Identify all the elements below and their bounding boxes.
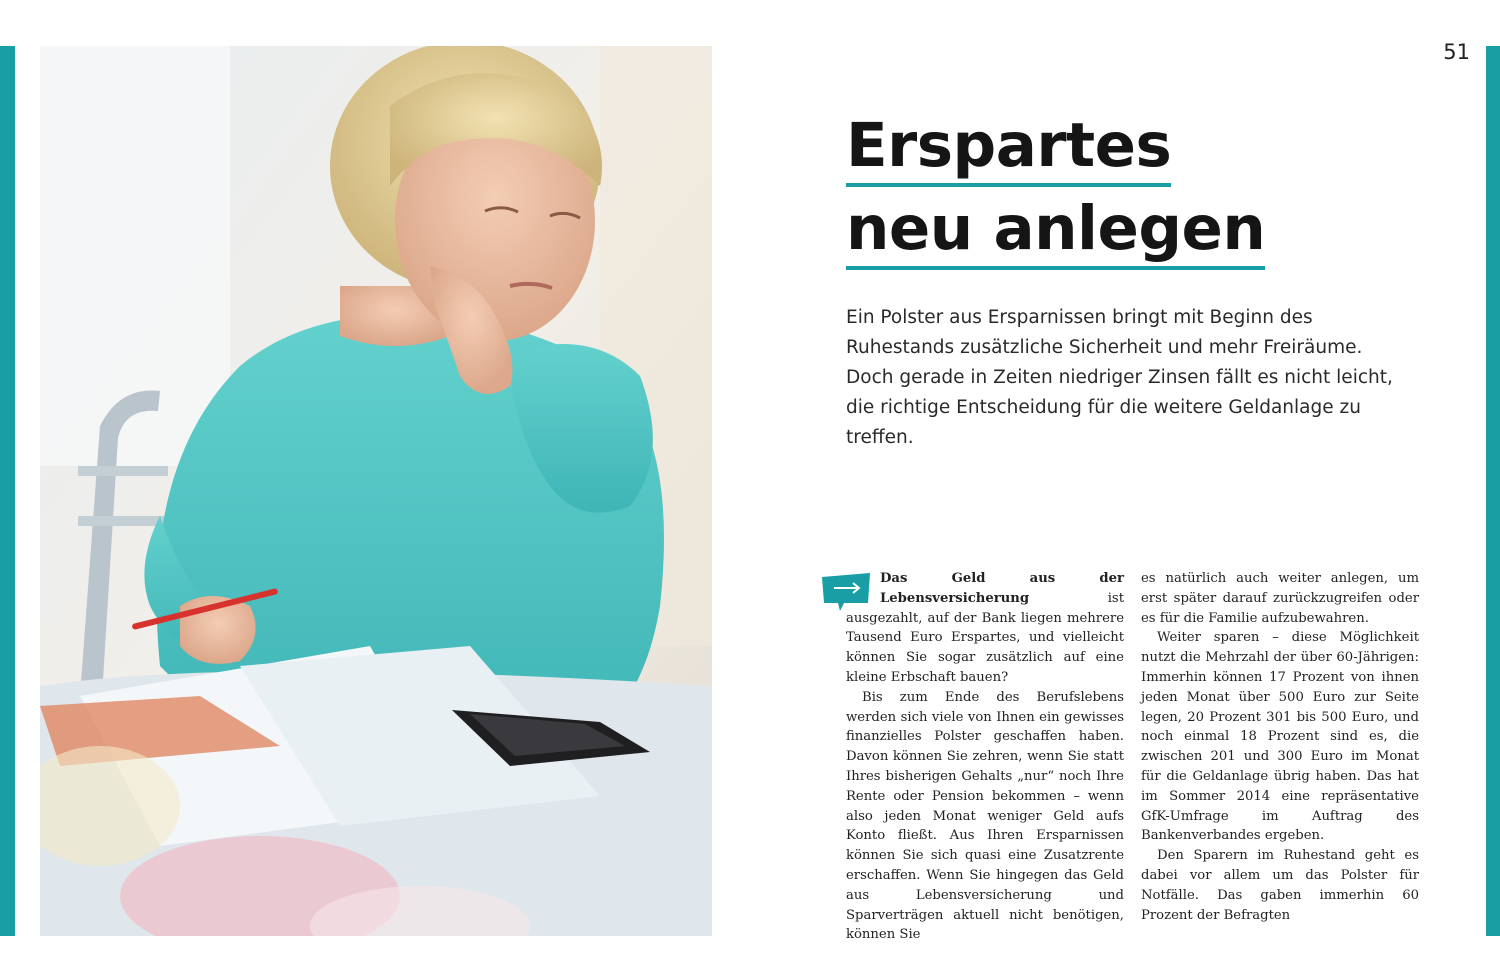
intro-paragraph: Ein Polster aus Ersparnissen bringt mit Beginn des Ruhestands zusätzliche Sicherheit und mehr Freiräume. Doch gerade in Zeiten niedriger Zinsen fällt es nicht leicht, die richtige Entscheidung für die weitere Geldanlage zu treffen. [846, 307, 1393, 448]
title-line-1: Erspartes [846, 109, 1171, 187]
body-paragraph: Bis zum Ende des Berufslebens werden sich viele von Ihnen ein gewisses finanzielles Polster geschaffen haben. Davon können Sie zehren, wenn Sie statt Ihres bisherigen Gehalts „nur“ noch Ihre Rente oder Pension bekommen – wenn also jeden Monat weniger Geld aufs Konto fließt. Aus Ihren Ersparnissen können Sie sich quasi eine Zusatzrente erschaffen. Wenn Sie hingegen das Geld aus Lebensversicherung und Sparverträgen aktuell nicht benötigen, können Sie [846, 689, 1124, 943]
page-title [846, 104, 1265, 270]
woman-with-calculator-photo [40, 46, 712, 936]
lead-rest-text: ist ausgezahlt, auf der Bank liegen mehrere Tausend Euro Erspartes, und vielleicht können Sie sogar zusätzlich auf eine kleine Erbschaft bauen? [846, 590, 1124, 685]
right-edge-bar [1486, 46, 1500, 936]
left-edge-bar [0, 46, 15, 936]
lead-bold-text: Das Geld aus der Lebensversicherung [880, 571, 1124, 606]
body-column-1 [846, 569, 1124, 945]
page-number: 51 [1443, 40, 1470, 64]
title-line-2: neu anlegen [846, 192, 1265, 270]
body-column-2 [1141, 569, 1419, 925]
body-paragraph: es natürlich auch weiter anlegen, um erst später darauf zurückzugreifen oder es für die Familie aufzubewahren. [1141, 571, 1419, 626]
body-paragraph: Den Sparern im Ruhestand geht es dabei vor allem um das Polster für Notfälle. Das gaben immerhin 60 Prozent der Befragten [1141, 848, 1419, 923]
body-paragraph: Weiter sparen – diese Möglichkeit nutzt die Mehrzahl der über 60-Jährigen: Immerhin können 17 Prozent von ihnen jeden Monat über 500 Euro zur Seite legen, 20 Prozent 301 bis 500 Euro, und noch einmal 18 Prozent sind es, die zwischen 201 und 300 Euro im Monat für die Geldanlage übrig haben. Das hat im Sommer 2014 eine repräsentative GfK-Umfrage im Auftrag des Bankenverbandes ergeben. [1141, 630, 1419, 844]
body-paragraph [846, 569, 1124, 688]
